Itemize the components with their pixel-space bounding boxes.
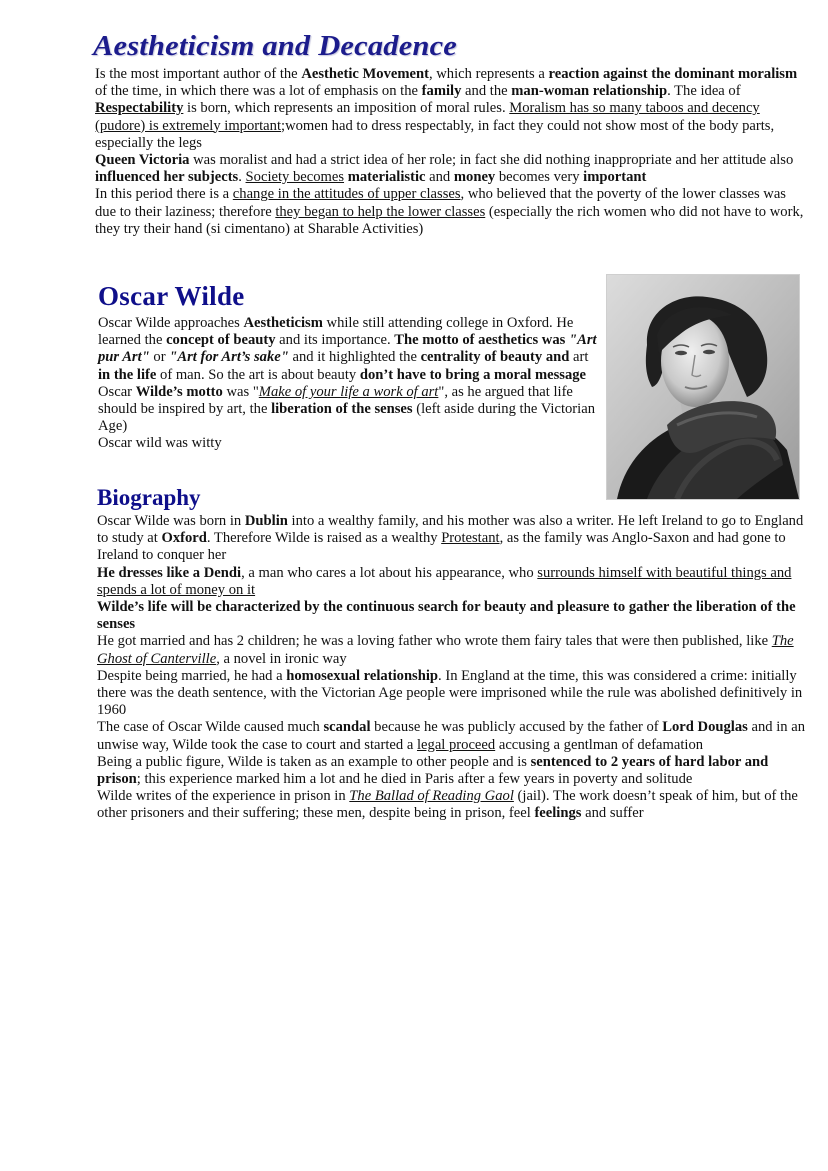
- text-run: He got married and has 2 children; he was a loving father who wrote them fairy tales that were then published, like: [97, 633, 772, 650]
- text-run: ;women had to dress respectably, in fact they could not show most of the body parts, especially the legs: [95, 117, 775, 151]
- biography-paragraph: [97, 565, 807, 599]
- biography-paragraph: [97, 599, 807, 633]
- text-run: money: [453, 169, 496, 186]
- biography-paragraph: [97, 668, 807, 720]
- oscar-paragraph: [98, 384, 600, 436]
- text-run: into a wealthy family, and his mother was also a writer. He left Ireland to go to England to study at: [97, 513, 804, 547]
- text-run: and in an unwise way, Wilde took the case to court and started a: [97, 719, 805, 753]
- intro-paragraph: [95, 152, 807, 186]
- text-run: In this period there is a: [95, 186, 233, 203]
- biography-section: [97, 513, 807, 823]
- text-run: they began to help the lower classes: [275, 203, 486, 220]
- text-run: Lord Douglas: [662, 719, 748, 736]
- text-run: of man. So the art is about beauty: [156, 366, 360, 383]
- text-run: and its importance.: [275, 332, 395, 349]
- text-run: was moralist and had a strict idea of her role; in fact she did nothing inappropriate and her attitude also: [189, 152, 794, 169]
- text-run: sentenced to 2 years of hard labor and prison: [97, 753, 769, 788]
- text-run: Oscar: [98, 383, 136, 400]
- text-run: reaction against the dominant moralism: [548, 66, 798, 82]
- text-run: homosexual relationship: [286, 667, 439, 684]
- text-run: . Therefore Wilde is raised as a wealthy: [206, 530, 442, 547]
- text-run: or: [149, 349, 170, 366]
- text-run: , as the family was Anglo-Saxon and had gone to Ireland to conquer her: [97, 530, 786, 564]
- biography-paragraph: [97, 719, 807, 753]
- text-run: ", as he argued that life should be inspired by art, the: [98, 383, 573, 418]
- text-run: of the time, in which there was a lot of emphasis on the: [95, 83, 422, 100]
- text-run: legal proceed: [416, 736, 496, 753]
- text-run: Moralism has so many taboos and decency (pudore) is extremely important: [95, 100, 760, 134]
- text-run: (especially the rich women who did not have to work, they try their hand (si cimentano) at Sharable Activities): [95, 203, 804, 237]
- text-run: centrality of beauty and: [420, 349, 570, 366]
- text-run: Oscar Wilde approaches: [98, 315, 244, 331]
- text-run: "Art pur Art": [98, 332, 597, 366]
- text-run: .: [238, 169, 246, 186]
- text-run: , a novel in ironic way: [216, 650, 347, 667]
- text-run: He dresses like a Dendi: [97, 564, 242, 581]
- biography-paragraph: [97, 754, 807, 788]
- text-run: surrounds himself with beautiful things and spends a lot of money on it: [97, 564, 792, 598]
- text-run: don’t have to bring a moral message: [359, 366, 587, 383]
- text-run: Being a public figure, Wilde is taken as an example to other people and is: [97, 753, 531, 770]
- text-run: The Ghost of Canterville: [97, 633, 794, 667]
- text-run: The motto of aesthetics was: [394, 332, 569, 349]
- text-run: Wilde writes of the experience in prison in: [97, 788, 350, 805]
- text-run: and: [425, 169, 454, 186]
- text-run: ; this experience marked him a lot and he died in Paris after a few years in poverty and solitude: [136, 771, 693, 788]
- oscar-wilde-portrait: [606, 274, 800, 500]
- text-run: Make of your life a work of art: [258, 383, 439, 400]
- portrait-illustration: [607, 275, 799, 499]
- text-run: liberation of the senses: [271, 401, 413, 418]
- text-run: was ": [222, 383, 259, 400]
- text-run: Society becomes: [245, 169, 345, 186]
- text-run: Oscar Wilde was born in: [97, 513, 245, 529]
- oscar-wilde-heading: Oscar Wilde: [98, 281, 245, 311]
- text-run: in the life: [98, 366, 157, 383]
- text-run: , which represents a: [428, 66, 549, 82]
- text-run: Is the most important author of the: [95, 66, 302, 82]
- text-run: family: [421, 83, 462, 100]
- text-run: is born, which represents an imposition of moral rules.: [183, 100, 510, 117]
- intro-section: [95, 66, 807, 238]
- text-run: feelings: [534, 805, 582, 822]
- text-run: and suffer: [581, 805, 644, 822]
- text-run: becomes very: [495, 169, 584, 186]
- biography-paragraph: [97, 513, 807, 565]
- biography-paragraph: [97, 633, 807, 667]
- text-run: and it highlighted the: [288, 349, 421, 366]
- text-run: Dublin: [244, 513, 288, 529]
- text-run: . In England at the time, this was considered a crime: initially there was the death sentence, with the Victorian Age people were imprisoned while the rule was abolished definitively in 1960: [97, 667, 803, 719]
- text-run: Wilde’s life will be characterized by the continuous search for beauty and pleasure to gather the liberation of the senses: [97, 599, 796, 633]
- text-run: Queen Victoria: [95, 152, 190, 169]
- text-run: The case of Oscar Wilde caused much: [97, 719, 324, 736]
- text-run: Oxford: [161, 530, 207, 547]
- text-run: "Art for Art’s sake": [169, 349, 289, 366]
- page-title: Aestheticism and Decadence: [93, 30, 458, 62]
- text-run: (left aside during the Victorian Age): [98, 401, 595, 435]
- text-run: accusing a gentlman of defamation: [495, 736, 704, 753]
- text-run: Respectability: [95, 100, 184, 117]
- text-run: . The idea of: [667, 83, 741, 100]
- text-run: important: [583, 169, 647, 186]
- text-run: The Ballad of Reading Gaol: [349, 788, 514, 805]
- oscar-paragraph: [98, 435, 600, 452]
- text-run: while still attending college in Oxford. He learned the: [98, 315, 574, 349]
- text-run: , who believed that the poverty of the lower classes was due to their laziness; therefore: [95, 186, 786, 220]
- text-run: concept of beauty: [166, 332, 276, 349]
- biography-heading: Biography: [97, 485, 201, 510]
- text-run: materialistic: [347, 169, 426, 186]
- intro-paragraph: [95, 186, 807, 238]
- text-run: Despite being married, he had a: [97, 667, 287, 684]
- text-run: and the: [461, 83, 512, 100]
- text-run: Protestant: [441, 530, 500, 547]
- text-run: change in the attitudes of upper classes: [232, 186, 461, 203]
- text-run: art: [569, 349, 589, 366]
- text-run: man-woman relationship: [511, 83, 668, 100]
- text-run: Oscar wild was witty: [98, 435, 222, 452]
- oscar-wilde-section: [98, 315, 600, 453]
- text-run: (jail). The work doesn’t speak of him, but of the other prisoners and their suffering; these men, despite being in prison, feel: [97, 788, 798, 822]
- text-run: Aesthetic Movement: [301, 66, 429, 82]
- text-run: because he was publicly accused by the father of: [370, 719, 663, 736]
- text-run: influenced her subjects: [95, 169, 239, 186]
- biography-paragraph: [97, 788, 807, 822]
- text-run: , a man who cares a lot about his appearance, who: [241, 564, 538, 581]
- text-run: scandal: [323, 719, 371, 736]
- text-run: Aestheticism: [243, 315, 323, 331]
- oscar-paragraph: [98, 315, 600, 384]
- intro-paragraph: [95, 66, 807, 152]
- text-run: Wilde’s motto: [135, 383, 223, 400]
